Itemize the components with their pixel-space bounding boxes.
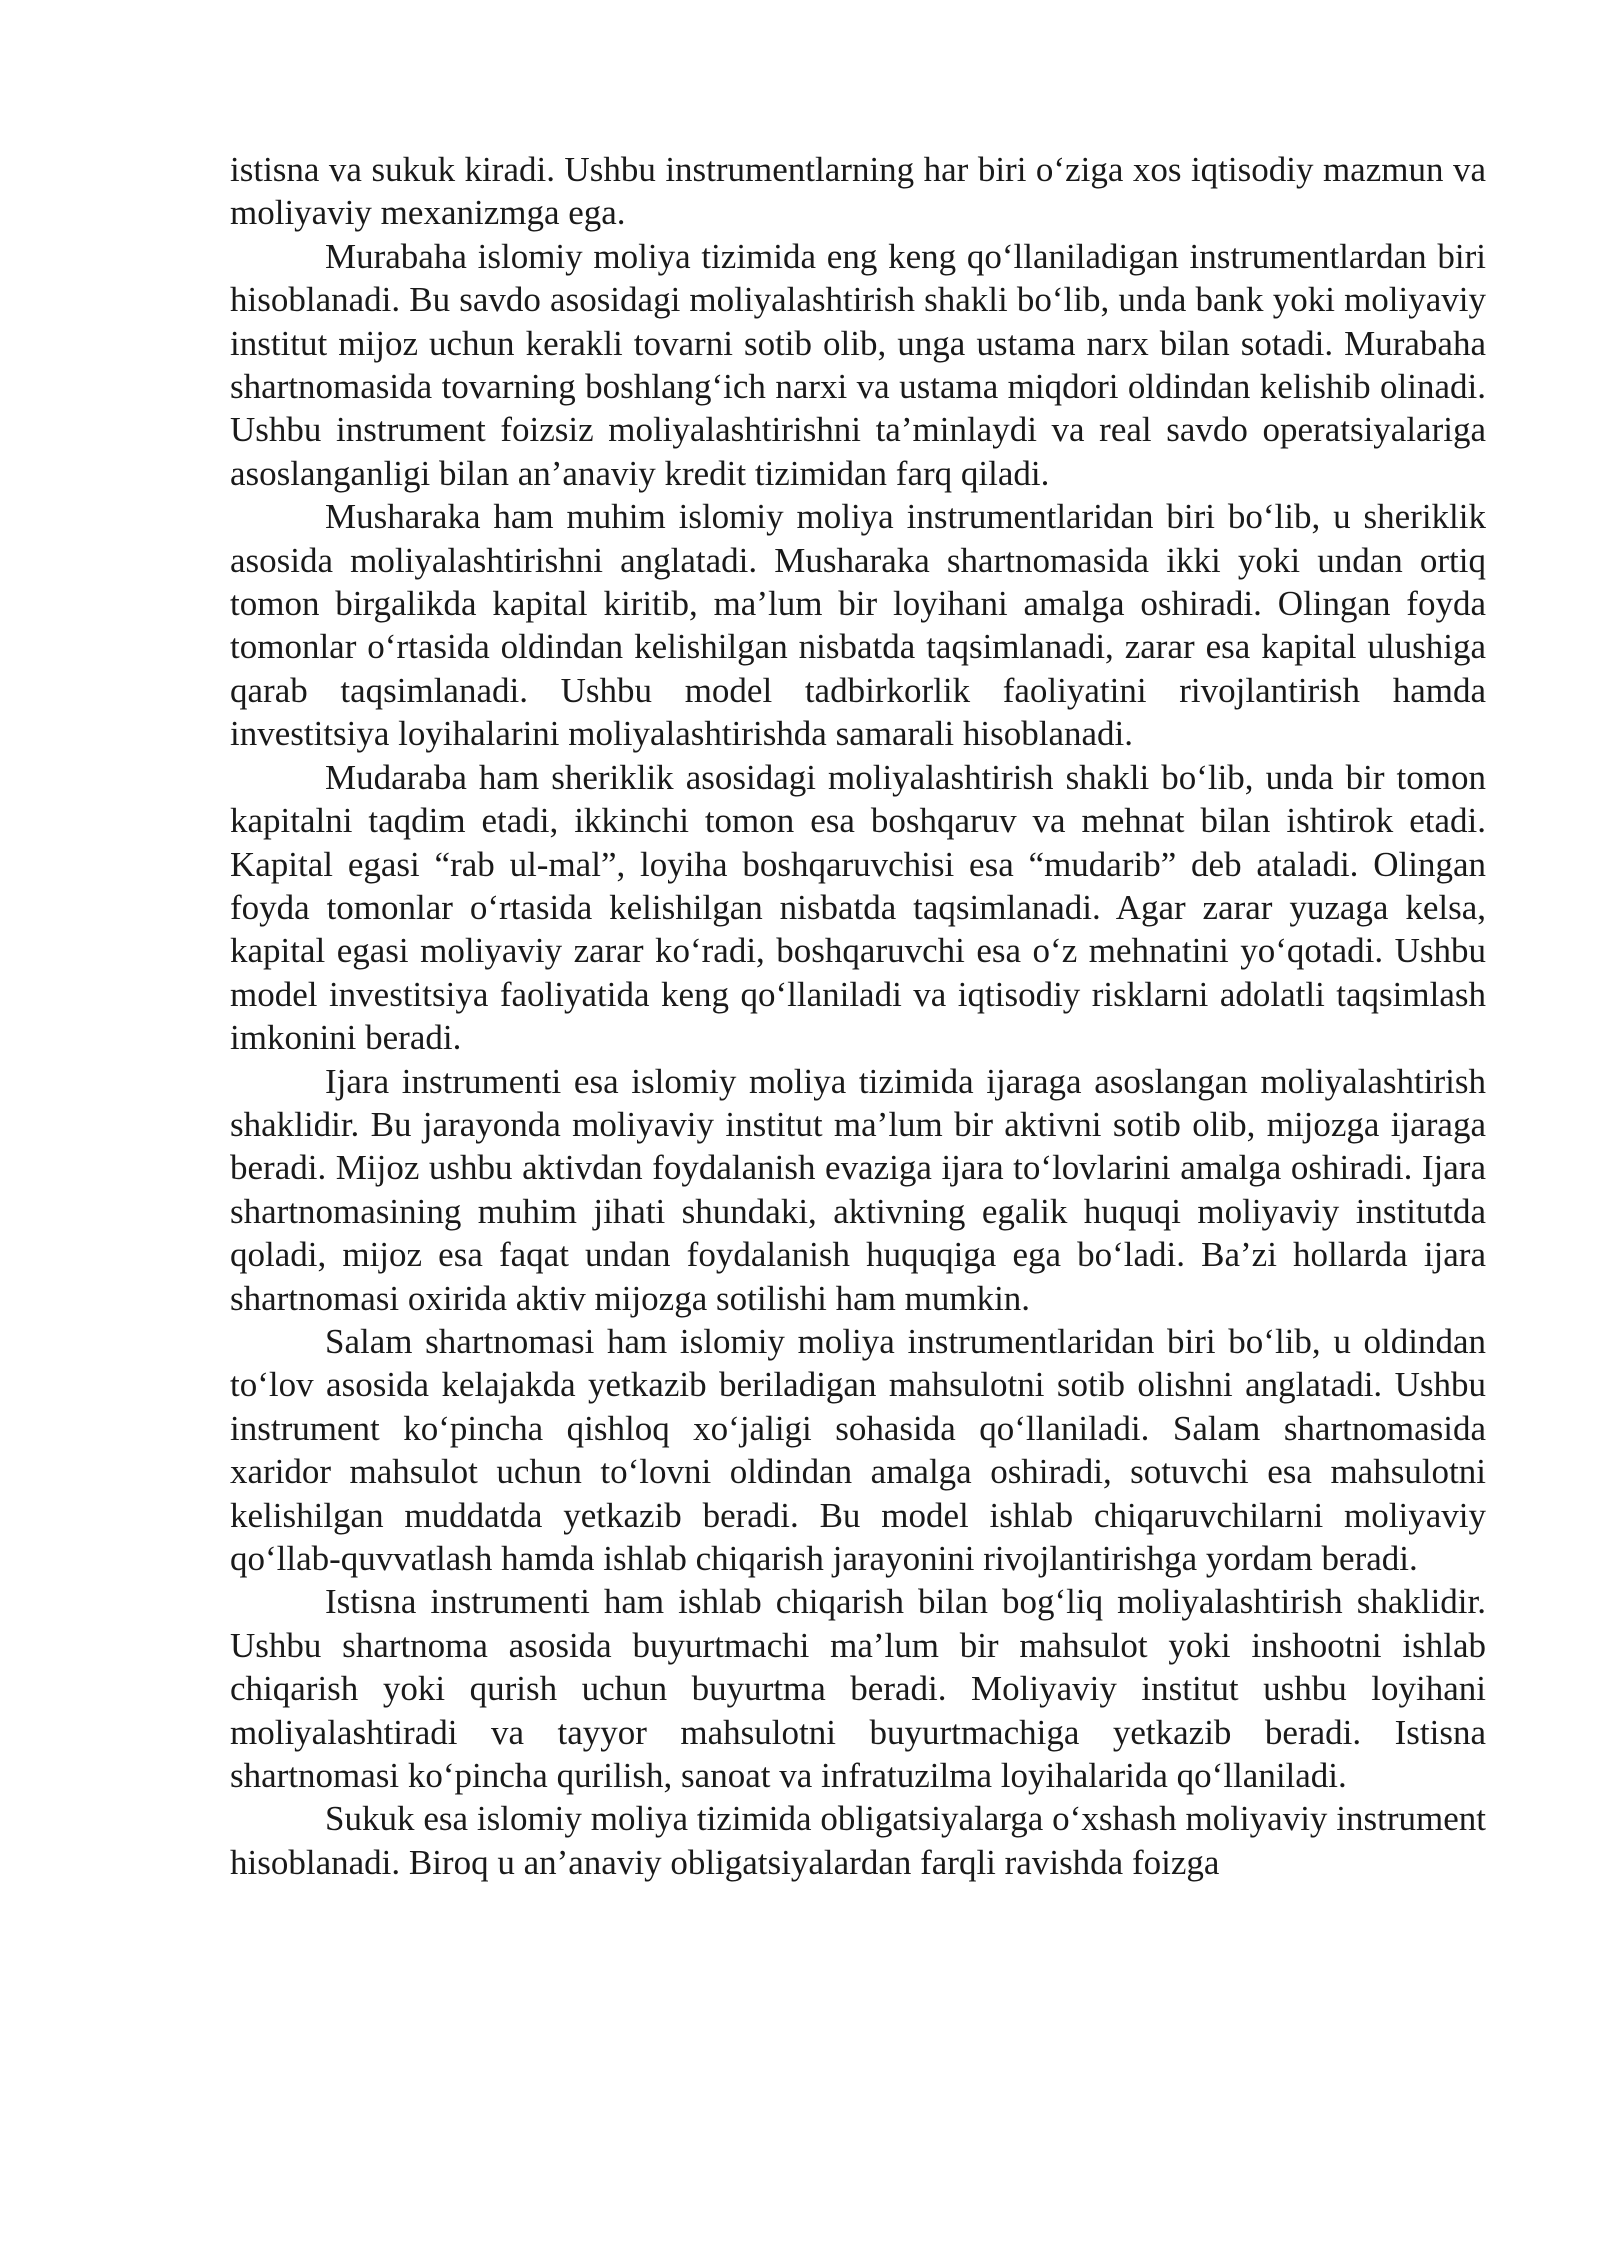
document-page	[230, 148, 1486, 1884]
paragraph-sukuk: Sukuk esa islomiy moliya tizimida obligatsiyalarga o‘xshash moliyaviy instrument hisoblanadi. Biroq u an’anaviy obligatsiyalardan farqli ravishda foizga	[230, 1799, 1486, 1882]
paragraph-istisna: Istisna instrumenti ham ishlab chiqarish bilan bog‘liq moliyalashtirish shaklidir. Ushbu shartnoma asosida buyurtmachi ma’lum bir mahsulot yoki inshootni ishlab chiqarish yoki qurish uchun buyurtma beradi. Moliyaviy institut ushbu loyihani moliyalashtiradi va tayyor mahsulotni buyurtmachiga yetkazib beradi. Istisna shartnomasi ko‘pincha qurilish, sanoat va infratuzilma loyihalarida qo‘llaniladi.	[230, 1582, 1486, 1796]
paragraph-musharaka: Musharaka ham muhim islomiy moliya instrumentlaridan biri bo‘lib, u sheriklik asosida moliyalashtirishni anglatadi. Musharaka shartnomasida ikki yoki undan ortiq tomon birgalikda kapital kiritib, ma’lum bir loyihani amalga oshiradi. Olingan foyda tomonlar o‘rtasida oldindan kelishilgan nisbatda taqsimlanadi, zarar esa kapital ulushiga qarab taqsimlanadi. Ushbu model tadbirkorlik faoliyatini rivojlantirish hamda investitsiya loyihalarini moliyalashtirishda samarali hisoblanadi.	[230, 497, 1486, 754]
paragraph-continuation: istisna va sukuk kiradi. Ushbu instrumentlarning har biri o‘ziga xos iqtisodiy mazmun va moliyaviy mexanizmga ega.	[230, 150, 1486, 233]
paragraph-salam: Salam shartnomasi ham islomiy moliya instrumentlaridan biri bo‘lib, u oldindan to‘lov asosida kelajakda yetkazib beriladigan mahsulotni sotib olishni anglatadi. Ushbu instrument ko‘pincha qishloq xo‘jaligi sohasida qo‘llaniladi. Salam shartnomasida xaridor mahsulot uchun to‘lovni oldindan amalga oshiradi, sotuvchi esa mahsulotni kelishilgan muddatda yetkazib beradi. Bu model ishlab chiqaruvchilarni moliyaviy qo‘llab-quvvatlash hamda ishlab chiqarish jarayonini rivojlantirishga yordam beradi.	[230, 1321, 1486, 1578]
paragraph-ijara: Ijara instrumenti esa islomiy moliya tizimida ijaraga asoslangan moliyalashtirish shaklidir. Bu jarayonda moliyaviy institut ma’lum bir aktivni sotib olib, mijozga ijaraga beradi. Mijoz ushbu aktivdan foydalanish evaziga ijara to‘lovlarini amalga oshiradi. Ijara shartnomasining muhim jihati shundaki, aktivning egalik huquqi moliyaviy institutda qoladi, mijoz esa faqat undan foydalanish huquqiga ega bo‘ladi. Ba’zi hollarda ijara shartnomasi oxirida aktiv mijozga sotilishi ham mumkin.	[230, 1061, 1486, 1318]
paragraph-mudaraba: Mudaraba ham sheriklik asosidagi moliyalashtirish shakli bo‘lib, unda bir tomon kapitalni taqdim etadi, ikkinchi tomon esa boshqaruv va mehnat bilan ishtirok etadi. Kapital egasi “rab ul-mal”, loyiha boshqaruvchisi esa “mudarib” deb ataladi. Olingan foyda tomonlar o‘rtasida kelishilgan nisbatda taqsimlanadi. Agar zarar yuzaga kelsa, kapital egasi moliyaviy zarar ko‘radi, boshqaruvchi esa o‘z mehnatini yo‘qotadi. Ushbu model investitsiya faoliyatida keng qo‘llaniladi va iqtisodiy risklarni adolatli taqsimlash imkonini beradi.	[230, 757, 1486, 1058]
paragraph-murabaha: Murabaha islomiy moliya tizimida eng keng qo‘llaniladigan instrumentlardan biri hisoblanadi. Bu savdo asosidagi moliyalashtirish shakli bo‘lib, unda bank yoki moliyaviy institut mijoz uchun kerakli tovarni sotib olib, unga ustama narx bilan sotadi. Murabaha shartnomasida tovarning boshlang‘ich narxi va ustama miqdori oldindan kelishib olinadi. Ushbu instrument foizsiz moliyalashtirishni ta’minlaydi va real savdo operatsiyalariga asoslanganligi bilan an’anaviy kredit tizimidan farq qiladi.	[230, 236, 1486, 493]
